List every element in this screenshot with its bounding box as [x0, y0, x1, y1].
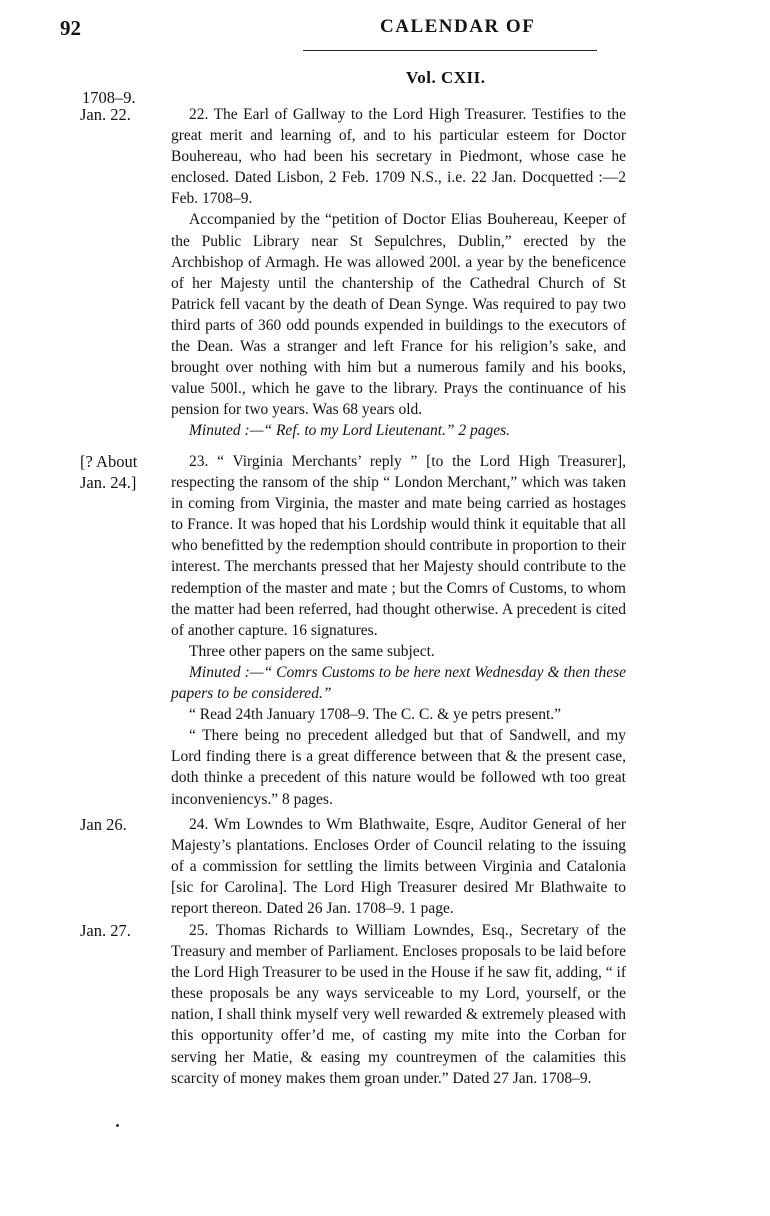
page-number: 92	[60, 16, 81, 40]
entry-paragraph: “ There being no precedent alledged but that of Sandwell, and my Lord finding there is a great difference between that & the present case, doth thinke a precedent of this nature would be followed wth too great inconveniencys.” 8 pages.	[171, 727, 626, 808]
running-head: CALENDAR OF	[380, 16, 536, 37]
entry-paragraph: 23. “ Virginia Merchants’ reply ” [to the Lord High Treasurer], respecting the ransom of the ship “ London Merchant,” which was taken in coming from Virginia, the master and mate being carried as hostages to France. It was hoped that his Lordship would think it equitable that all who benefitted by the redemption should contribute in proportion to their interest. The merchants pressed that her Majesty should contribute to the redemption of the master and mate ; but the Comrs of Customs, to whom the matter had been referred, had thought otherwise. A precedent is cited of another capture. 16 signatures.	[171, 453, 626, 639]
entry-paragraph: 22. The Earl of Gallway to the Lord High Treasurer. Testifies to the great merit and learning of, and to his particular esteem for Doctor Bouhereau, who had been his secretary in Piedmont, whose case he enclosed. Dated Lisbon, 2 Feb. 1709 N.S., i.e. 22 Jan. Docquetted :—2 Feb. 1708–9.	[171, 106, 626, 208]
header-rule	[303, 50, 597, 51]
entry-body	[171, 104, 626, 442]
entry-paragraph: 25. Thomas Richards to William Lowndes, Esq., Secretary of the Treasury and member of Parliament. Encloses proposals to be laid before the Lord High Treasurer to be used in the House if he saw fit, adding, “ if these proposals be any ways serviceable to my Lord, yourself, or the nation, I shall think myself very well rewarded & extremely pleased with this opportunity offer’d me, of casting my mite into the Corban for serving her Matie, & easing my countreymen of the calamities this scarcity of money makes them groan under.” Dated 27 Jan. 1708–9.	[171, 922, 626, 1087]
entry-body	[171, 920, 626, 1089]
volume-heading: Vol. CXII.	[406, 68, 486, 87]
entry-body	[171, 451, 626, 810]
entry-paragraph: Three other papers on the same subject.	[189, 642, 435, 660]
entry-body	[171, 814, 626, 919]
entry-minute: Minuted :—“ Ref. to my Lord Lieutenant.” 2 pages.	[189, 422, 511, 440]
year-label: 1708–9.	[82, 88, 136, 107]
stray-dot	[116, 1124, 119, 1127]
entry-date: [? About Jan. 24.]	[80, 452, 138, 493]
entry-date: Jan. 22.	[80, 105, 131, 124]
entry-minute: Minuted :—“ Comrs Customs to be here next Wednesday & then these papers to be considered.”	[171, 663, 626, 703]
entry-date: Jan 26.	[80, 815, 127, 834]
entry-paragraph: Accompanied by the “petition of Doctor Elias Bouhereau, Keeper of the Public Library near St Sepulchres, Dublin,” erected by the Archbishop of Armagh. He was allowed 200l. a year by the beneficence of her Majesty until the chantership of the Cathedral Church of St Patrick fell vacant by the death of Dean Synge. Was required to pay two third parts of 360 odd pounds expended in buildings to the executors of the Dean. Was a stranger and left France for his religion’s sake, and brought over nothing with him but a numerous family and his books, value 500l., which he gave to the library. Prays the continuance of his pension for two years. Was 68 years old.	[171, 211, 626, 419]
entry-paragraph: “ Read 24th January 1708–9. The C. C. & ye petrs present.”	[189, 706, 562, 724]
entry-date: Jan. 27.	[80, 921, 131, 940]
entry-paragraph: 24. Wm Lowndes to Wm Blathwaite, Esqre, Auditor General of her Majesty’s plantations. Encloses Order of Council relating to the issuing of a commission for settling the limits between Virginia and Catalonia [sic for Carolina]. The Lord High Treasurer desired Mr Blathwaite to report thereon. Dated 26 Jan. 1708–9. 1 page.	[171, 816, 626, 918]
